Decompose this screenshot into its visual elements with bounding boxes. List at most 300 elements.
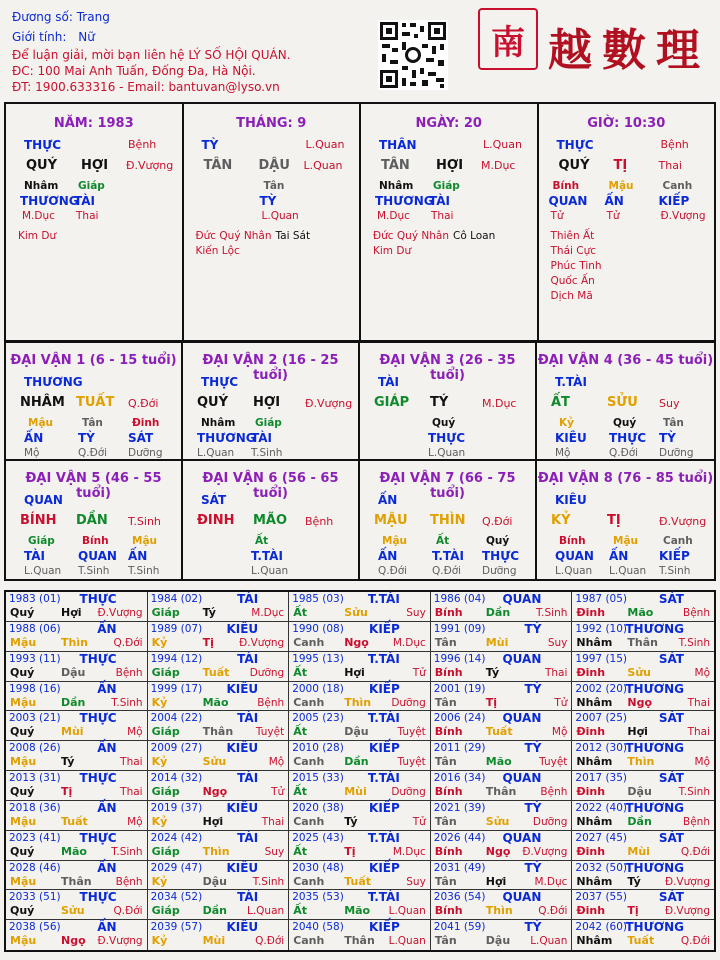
brand-char-4: 理 <box>656 25 700 76</box>
luck-hidden-phase: Mộ <box>555 447 571 459</box>
symbolic-star: Kim Dư <box>18 230 57 242</box>
luck-hidden-stem: Ất <box>255 535 269 547</box>
annual-year: 2042 (60) <box>575 921 628 934</box>
annual-cell <box>148 861 290 891</box>
annual-year: 2010 (28) <box>292 742 344 755</box>
annual-year: 1987 (05) <box>575 593 628 605</box>
annual-year: 2000 (18) <box>292 682 344 695</box>
annual-phase: Dưỡng <box>391 786 426 798</box>
annual-cell <box>148 652 290 682</box>
annual-branch: Tuất <box>627 934 655 948</box>
hidden-god: THƯƠNG <box>20 194 79 208</box>
annual-stem: Quý <box>10 785 35 798</box>
luck-hidden-phase: Dưỡng <box>659 447 694 459</box>
luck-hidden-god: TÀI <box>251 431 273 445</box>
phone-email-line: ĐT: 1900.633316 - Email: bantuvan@lyso.vn <box>12 80 280 94</box>
annual-cell <box>148 831 290 861</box>
luck-hidden-phase: T.Sinh <box>659 565 691 577</box>
annual-year: 2001 (19) <box>433 682 486 695</box>
pillar-3 <box>539 104 715 340</box>
annual-cell <box>148 682 290 712</box>
annual-branch: Hợi <box>627 725 648 739</box>
annual-year: 2020 (38) <box>292 801 344 814</box>
luck-hidden-god: ẤN <box>378 549 398 563</box>
annual-branch: Thìn <box>485 904 513 918</box>
annual-stem: Đinh <box>576 606 606 619</box>
annual-god: THỰC <box>79 771 117 785</box>
annual-branch: Hợi <box>61 606 82 619</box>
luck-god: TÀI <box>378 375 400 389</box>
annual-stem: Tân <box>434 874 457 888</box>
luck-phase: Đ.Vượng <box>659 515 707 528</box>
hidden-god: KIẾP <box>658 194 690 208</box>
luck-phase: Q.Đới <box>482 515 513 528</box>
annual-stem: Quý <box>10 665 35 679</box>
hidden-phase: M.Dục <box>377 210 410 222</box>
luck-stem: ẤT <box>551 395 570 410</box>
annual-stem: Bính <box>434 725 463 739</box>
luck-hidden-phase: Mộ <box>24 447 40 459</box>
annual-stem: Nhâm <box>576 814 613 828</box>
annual-stem: Bính <box>434 844 463 858</box>
annual-pillars-table <box>4 590 716 952</box>
annual-branch: Tuất <box>485 725 513 739</box>
luck-stem: BÍNH <box>20 513 57 528</box>
pillar-1 <box>184 104 362 340</box>
annual-branch: Dậu <box>627 785 652 798</box>
pillar-0 <box>6 104 184 340</box>
luck-hidden-phase: T.Sinh <box>251 447 283 459</box>
annual-phase: T.Sinh <box>678 636 710 649</box>
annual-branch: Tuất <box>61 814 88 828</box>
luck-hidden-god: THỰC <box>482 549 520 563</box>
annual-stem: Canh <box>293 695 325 709</box>
annual-stem: Canh <box>293 635 325 649</box>
annual-cell <box>6 592 148 622</box>
annual-cell <box>6 622 148 652</box>
annual-god: SÁT <box>658 651 684 666</box>
annual-year: 2014 (32) <box>150 772 203 784</box>
contact-line: Để luận giải, mời bạn liên hệ LÝ SỐ HỘI QUÁN. <box>12 48 291 62</box>
annual-god: THỰC <box>79 890 117 905</box>
annual-branch: Hợi <box>202 814 224 828</box>
luck-hidden-stem: Kỷ <box>559 417 574 429</box>
annual-god: THƯƠNG <box>625 681 684 696</box>
annual-god: TỲ <box>524 741 542 756</box>
luck-hidden-god: QUAN <box>78 549 117 563</box>
annual-god: T.TÀI <box>367 651 400 666</box>
annual-stem: Kỷ <box>151 874 168 888</box>
hidden-god: QUAN <box>548 194 588 208</box>
luck-hidden-stem: Ất <box>436 535 450 547</box>
luck-stem: NHÂM <box>20 395 65 410</box>
annual-stem: Tân <box>434 635 457 649</box>
annual-god: T.TÀI <box>367 711 400 726</box>
annual-year: 1995 (13) <box>292 652 344 665</box>
hidden-phase: Thai <box>431 210 454 222</box>
luck-title: ĐẠI VẬN 2 (16 - 25 tuổi) <box>202 353 339 383</box>
annual-year: 2032 (50) <box>575 861 628 874</box>
symbolic-star: Đức Quý Nhân <box>373 230 449 242</box>
owner-name: Đương số: Trang <box>12 10 110 24</box>
annual-cell <box>572 801 714 831</box>
annual-branch: Mão <box>344 904 371 918</box>
annual-cell <box>148 771 290 801</box>
luck-pillar-3 <box>360 343 537 461</box>
annual-year: 2015 (33) <box>292 772 344 784</box>
luck-branch: TÝ <box>430 395 449 410</box>
luck-hidden-stem: Giáp <box>28 535 55 547</box>
annual-phase: Mộ <box>694 756 710 769</box>
annual-stem: Canh <box>293 814 325 828</box>
annual-cell <box>289 711 431 741</box>
annual-phase: Dưỡng <box>391 696 426 709</box>
annual-phase: Q.Đới <box>680 845 710 858</box>
luck-hidden-stem: Quý <box>486 535 510 547</box>
branch-god: Bệnh <box>128 138 157 151</box>
annual-cell <box>289 771 431 801</box>
annual-stem: Giáp <box>151 904 180 918</box>
annual-god: SÁT <box>658 771 684 785</box>
annual-year: 2003 (21) <box>9 712 61 725</box>
luck-stem: GIÁP <box>374 395 410 410</box>
annual-phase: Bệnh <box>540 786 568 798</box>
annual-phase: Đ.Vượng <box>522 845 568 858</box>
hidden-god: TÀI <box>74 194 96 208</box>
annual-stem: Giáp <box>151 844 180 858</box>
hidden-stem: Mậu <box>608 180 634 192</box>
annual-year: 2025 (43) <box>292 831 344 844</box>
luck-hidden-stem: Quý <box>432 417 456 429</box>
annual-cell <box>6 920 148 950</box>
annual-god: KIẾP <box>369 920 400 935</box>
annual-year: 2028 (46) <box>9 861 61 874</box>
annual-cell <box>289 741 431 771</box>
symbolic-star: Quốc Ấn <box>550 275 595 287</box>
annual-branch: Tị <box>61 785 73 798</box>
annual-stem: Ất <box>293 785 307 798</box>
annual-year: 2012 (30) <box>575 742 628 755</box>
annual-phase: Dưỡng <box>532 815 568 828</box>
annual-cell <box>6 890 148 920</box>
annual-stem: Nhâm <box>576 755 613 769</box>
annual-branch: Dần <box>485 606 511 619</box>
annual-cell <box>431 861 573 891</box>
luck-hidden-stem: Bính <box>559 535 586 547</box>
pillar-2 <box>361 104 539 340</box>
luck-hidden-god: ẤN <box>609 549 629 563</box>
annual-cell <box>289 920 431 950</box>
annual-stem: Canh <box>293 934 325 948</box>
annual-stem: Bính <box>434 606 463 619</box>
annual-phase: Đ.Vượng <box>97 607 143 619</box>
annual-god: QUAN <box>502 711 542 726</box>
annual-branch: Tuất <box>202 665 230 679</box>
annual-year: 2037 (55) <box>575 891 628 904</box>
qr-code-icon[interactable] <box>378 20 448 90</box>
annual-god: T.TÀI <box>367 830 400 845</box>
annual-cell <box>572 771 714 801</box>
stem-god: THỰC <box>24 138 62 152</box>
annual-phase: Đ.Vượng <box>664 875 710 888</box>
annual-phase: L.Quan <box>388 935 426 948</box>
annual-god: QUAN <box>502 592 542 606</box>
branch-god: L.Quan <box>305 138 345 151</box>
annual-stem: Mậu <box>10 695 37 709</box>
annual-phase: M.Dục <box>534 875 568 888</box>
annual-year: 2036 (54) <box>433 891 486 904</box>
annual-stem: Bính <box>434 904 463 918</box>
annual-branch: Thìn <box>627 755 655 769</box>
annual-year: 1993 (11) <box>9 652 61 665</box>
heavenly-stem: QUÝ <box>26 158 58 173</box>
annual-branch: Tý <box>485 665 500 679</box>
annual-branch: Mão <box>202 695 229 709</box>
annual-cell <box>572 831 714 861</box>
annual-year: 1989 (07) <box>150 622 203 635</box>
annual-god: TÀI <box>237 830 259 845</box>
annual-phase: Q.Đới <box>538 905 568 918</box>
annual-cell <box>289 831 431 861</box>
annual-year: 2039 (57) <box>150 921 203 934</box>
annual-god: THỰC <box>79 592 117 606</box>
four-pillars-grid <box>4 102 716 342</box>
annual-god: KIÊU <box>226 741 259 756</box>
annual-god: T.TÀI <box>367 771 400 785</box>
hidden-stem: Nhâm <box>379 180 414 192</box>
annual-phase: Bệnh <box>257 696 285 709</box>
annual-year: 2007 (25) <box>575 712 628 725</box>
annual-stem: Nhâm <box>576 874 613 888</box>
annual-branch: Thìn <box>344 695 372 709</box>
luck-hidden-phase: Q.Đới <box>78 447 108 459</box>
annual-phase: Suy <box>264 845 285 858</box>
luck-hidden-stem: Canh <box>663 535 693 547</box>
chart-header <box>0 0 720 102</box>
hidden-stem: Canh <box>662 180 693 192</box>
annual-phase: L.Quan <box>530 935 568 948</box>
annual-phase: Mộ <box>127 726 143 739</box>
annual-year: 2016 (34) <box>433 772 486 784</box>
annual-year: 2013 (31) <box>9 772 61 784</box>
annual-branch: Tý <box>627 874 641 888</box>
annual-god: QUAN <box>502 830 542 845</box>
luck-hidden-phase: T.Sinh <box>128 565 160 577</box>
annual-cell <box>572 622 714 652</box>
annual-cell <box>431 622 573 652</box>
annual-year: 2008 (26) <box>9 742 61 755</box>
life-phase: Đ.Vượng <box>126 159 174 172</box>
annual-year: 2033 (51) <box>9 891 61 904</box>
luck-god: KIÊU <box>555 493 587 507</box>
annual-god: ẤN <box>97 741 117 756</box>
annual-god: KIẾP <box>369 621 400 636</box>
annual-phase: L.Quan <box>388 905 426 918</box>
luck-hidden-god: TỲ <box>659 431 676 445</box>
annual-cell <box>431 682 573 712</box>
annual-cell <box>431 652 573 682</box>
annual-year: 1983 (01) <box>9 593 61 605</box>
earthly-branch: HỢI <box>81 158 109 173</box>
annual-stem: Tân <box>434 814 457 828</box>
annual-god: THƯƠNG <box>625 621 684 636</box>
annual-phase: Q.Đới <box>680 935 710 948</box>
annual-god: SÁT <box>658 592 684 606</box>
annual-god: TÀI <box>237 651 259 666</box>
annual-cell <box>289 652 431 682</box>
pillar-title: GIỜ: 10:30 <box>587 116 666 131</box>
annual-stem: Đinh <box>576 725 606 739</box>
annual-branch: Mùi <box>61 725 84 739</box>
annual-phase: Thai <box>544 666 568 679</box>
annual-god: QUAN <box>502 771 542 785</box>
annual-cell <box>148 711 290 741</box>
annual-stem: Mậu <box>10 874 37 888</box>
annual-stem: Giáp <box>151 606 180 619</box>
luck-god: T.TÀI <box>555 375 587 389</box>
annual-stem: Kỷ <box>151 755 168 769</box>
luck-phase: Đ.Vượng <box>305 397 353 410</box>
annual-branch: Dần <box>344 755 369 769</box>
luck-branch: THÌN <box>430 513 466 528</box>
annual-branch: Thìn <box>61 635 88 649</box>
annual-stem: Đinh <box>576 785 606 798</box>
annual-stem: Nhâm <box>576 695 613 709</box>
luck-hidden-phase: T.Sinh <box>78 565 110 577</box>
annual-branch: Mão <box>627 606 654 619</box>
annual-branch: Thân <box>485 785 517 798</box>
luck-hidden-god: ẤN <box>24 431 44 445</box>
hidden-phase: L.Quan <box>261 210 299 222</box>
annual-god: ẤN <box>97 920 117 935</box>
luck-title: ĐẠI VẬN 4 (36 - 45 tuổi) <box>537 353 714 368</box>
luck-hidden-phase: L.Quan <box>24 565 62 577</box>
annual-year: 2011 (29) <box>433 742 486 755</box>
hidden-stem: Bính <box>552 180 580 192</box>
annual-cell <box>572 890 714 920</box>
symbolic-star: Kim Dư <box>373 245 412 257</box>
luck-hidden-god: THỰC <box>609 431 647 445</box>
annual-phase: T.Sinh <box>111 845 143 858</box>
annual-stem: Đinh <box>576 844 606 858</box>
annual-phase: Bệnh <box>115 666 143 679</box>
annual-cell <box>6 801 148 831</box>
annual-year: 2024 (42) <box>150 831 203 844</box>
annual-year: 1991 (09) <box>433 622 486 635</box>
annual-phase: M.Dục <box>392 636 426 649</box>
annual-branch: Dậu <box>485 934 511 948</box>
annual-cell <box>289 622 431 652</box>
annual-branch: Dậu <box>344 725 369 739</box>
annual-god: SÁT <box>658 830 684 845</box>
annual-branch: Dần <box>61 695 86 709</box>
luck-hidden-phase: Q.Đới <box>432 565 462 577</box>
annual-stem: Tân <box>434 934 457 948</box>
annual-branch: Tý <box>202 606 216 619</box>
annual-god: THƯƠNG <box>625 860 684 875</box>
annual-stem: Mậu <box>10 635 37 649</box>
hidden-stem: Tân <box>263 180 285 192</box>
annual-phase: Tuyệt <box>397 756 426 769</box>
annual-god: KIẾP <box>369 800 400 815</box>
hidden-phase: Thai <box>76 210 99 222</box>
annual-stem: Ất <box>293 665 307 679</box>
annual-phase: Tuyệt <box>255 726 285 739</box>
annual-branch: Sửu <box>344 606 368 619</box>
heavenly-stem: TÂN <box>203 158 233 173</box>
annual-branch: Mão <box>485 755 512 769</box>
luck-hidden-god: T.TÀI <box>251 549 283 563</box>
annual-phase: Suy <box>406 875 426 888</box>
annual-branch: Sửu <box>61 904 85 918</box>
annual-stem: Kỷ <box>151 635 168 649</box>
luck-hidden-phase: L.Quan <box>609 565 647 577</box>
annual-god: THỰC <box>79 711 117 726</box>
heavenly-stem: TÂN <box>381 158 410 173</box>
luck-title: ĐẠI VẬN 8 (76 - 85 tuổi) <box>537 471 714 486</box>
annual-phase: Đ.Vượng <box>97 935 143 948</box>
luck-branch: TUẤT <box>76 395 115 410</box>
luck-pillar-2 <box>183 343 360 461</box>
annual-phase: Thai <box>687 696 710 709</box>
annual-branch: Mùi <box>344 785 367 798</box>
annual-god: ẤN <box>97 621 117 636</box>
annual-year: 1997 (15) <box>575 652 628 665</box>
annual-year: 2009 (27) <box>150 742 203 755</box>
luck-god: THỰC <box>201 375 239 389</box>
annual-year: 2019 (37) <box>150 801 203 814</box>
luck-phase: T.Sinh <box>128 515 161 528</box>
luck-hidden-phase: Dưỡng <box>128 447 163 459</box>
annual-cell <box>431 801 573 831</box>
annual-god: SÁT <box>658 711 684 726</box>
brand-seal <box>478 8 538 70</box>
annual-branch: Hợi <box>344 665 365 679</box>
annual-branch: Thìn <box>202 844 230 858</box>
symbolic-star: Kiến Lộc <box>195 245 240 257</box>
annual-cell <box>6 711 148 741</box>
annual-phase: Thai <box>261 815 285 828</box>
luck-hidden-god: TÀI <box>24 549 46 563</box>
annual-god: SÁT <box>658 890 684 905</box>
annual-year: 2021 (39) <box>433 801 486 814</box>
luck-hidden-stem: Giáp <box>255 417 282 429</box>
annual-cell <box>6 652 148 682</box>
annual-god: TỲ <box>524 800 542 815</box>
annual-cell <box>431 771 573 801</box>
annual-phase: Mộ <box>551 726 568 739</box>
luck-stem: MẬU <box>374 513 408 528</box>
annual-phase: Thai <box>120 786 143 798</box>
address-line: ĐC: 100 Mai Anh Tuấn, Đống Đa, Hà Nội. <box>12 64 256 78</box>
annual-phase: T.Sinh <box>678 786 710 798</box>
annual-phase: Đ.Vượng <box>239 636 285 649</box>
annual-year: 1994 (12) <box>150 652 203 665</box>
annual-cell <box>148 920 290 950</box>
hidden-stem: Giáp <box>433 180 460 192</box>
annual-god: ẤN <box>97 860 117 875</box>
annual-branch: Tị <box>202 635 214 649</box>
annual-branch: Sửu <box>485 814 510 828</box>
gender-value: Nữ <box>78 30 95 44</box>
annual-phase: Tuyệt <box>397 726 426 739</box>
annual-cell <box>431 741 573 771</box>
luck-branch: DẦN <box>76 513 108 528</box>
luck-pillar-5 <box>6 461 183 579</box>
annual-cell <box>289 861 431 891</box>
annual-phase: Suy <box>547 636 568 649</box>
annual-phase: Q.Đới <box>113 905 143 918</box>
